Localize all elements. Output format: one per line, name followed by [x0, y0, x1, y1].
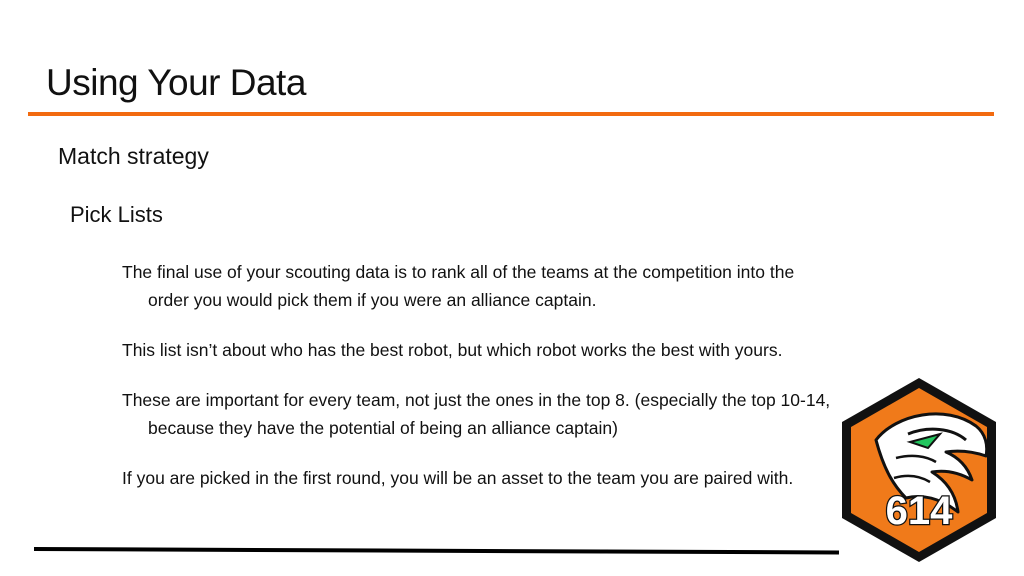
logo-number: 614 [885, 489, 953, 533]
heading-pick-lists: Pick Lists [70, 202, 163, 227]
title-underline [28, 112, 994, 116]
bullet-item: The final use of your scouting data is to rank all of the teams at the competition into the order you would pick them if you were an alliance captain. [122, 262, 795, 310]
bullet-item: If you are picked in the first round, you will be an asset to the team you are paired with. [122, 468, 794, 488]
slide-title: Using Your Data [46, 62, 306, 103]
bullet-item: This list isn’t about who has the best robot, but which robot works the best with yours. [122, 340, 783, 360]
team-logo [836, 374, 1002, 566]
bullet-list [122, 258, 832, 514]
bottom-divider [34, 547, 839, 555]
heading-match-strategy: Match strategy [58, 143, 209, 169]
bullet-item: These are important for every team, not just the ones in the top 8. (especially the top 10-14, because they have the potential of being an alliance captain) [122, 390, 831, 438]
